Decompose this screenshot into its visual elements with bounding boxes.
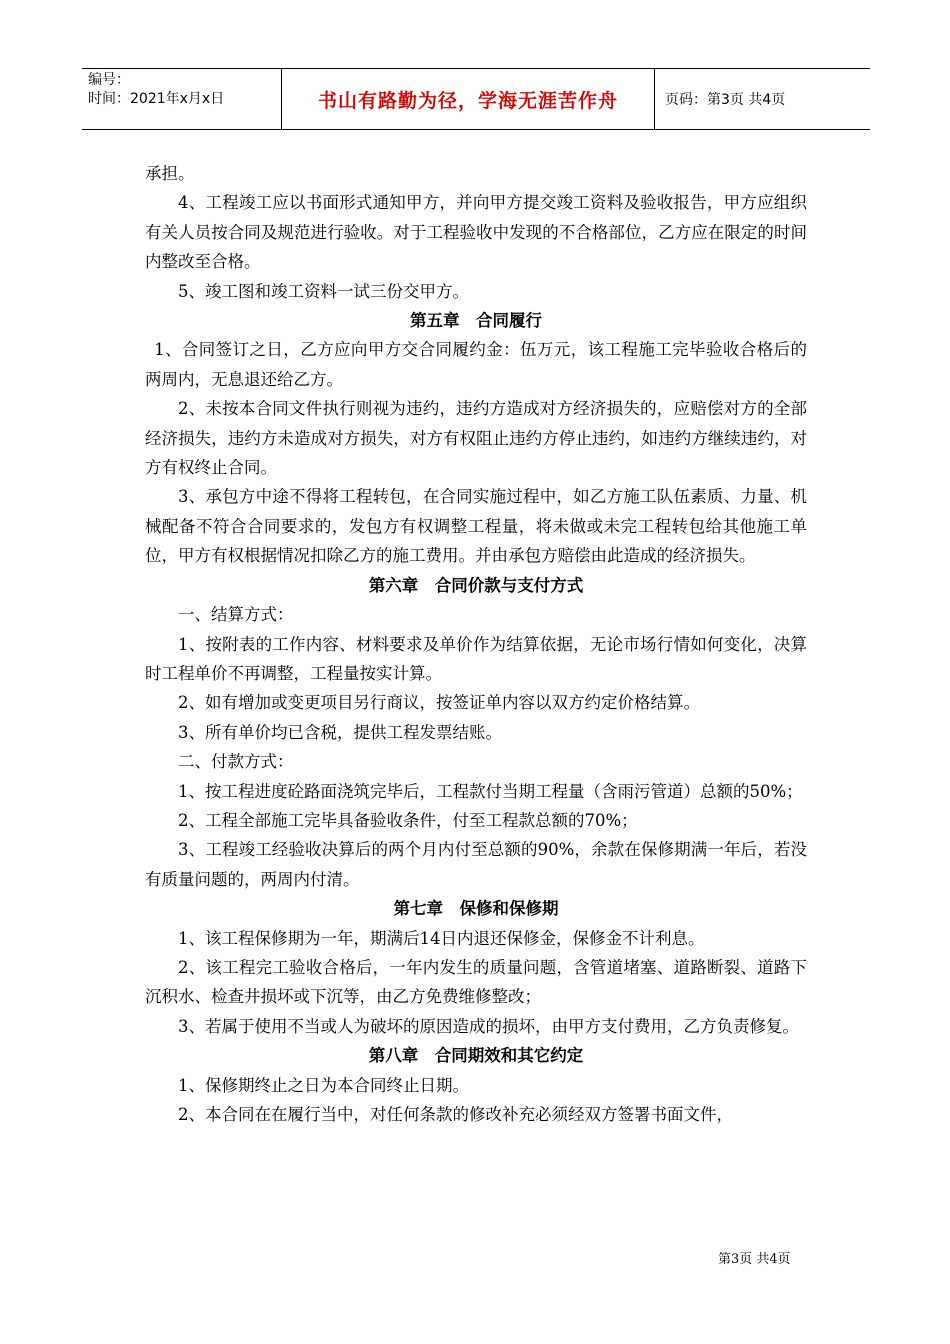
paragraph: 3、若属于使用不当或人为破坏的原因造成的损坏，由甲方支付费用，乙方负责修复。 <box>178 1016 799 1036</box>
header-page-info: 页码：第3页 共4页 <box>665 92 786 108</box>
paragraph: 3、承包方中途不得将工程转包，在合同实施过程中，如乙方施工队伍素质、力量、机械配备不符合合同要求的，发包方有权调整工程量，将未做或未完工程转包给其他施工单位，甲方有权根据情况扣除乙方的施工费用。并由承包方赔偿由此造成的经济损失。 <box>145 487 807 566</box>
paragraph: 一、结算方式： <box>178 605 294 625</box>
paragraph: 3、工程竣工经验收决算后的两个月内付至总额的90%，余款在保修期满一年后，若没有质量问题的，两周内付清。 <box>145 840 807 889</box>
paragraph: 二、付款方式： <box>178 752 294 772</box>
paragraph: 1、合同签订之日，乙方应向甲方交合同履约金：伍万元，该工程施工完毕验收合格后的两周内，无息退还给乙方。 <box>145 340 807 389</box>
document-body <box>145 159 807 1129</box>
chapter-heading: 第五章 合同履行 <box>410 311 542 331</box>
chapter-heading: 第六章 合同价款与支付方式 <box>368 575 584 595</box>
header-meta <box>82 69 282 129</box>
chapter-heading: 第七章 保修和保修期 <box>393 899 559 919</box>
paragraph: 2、该工程完工验收合格后，一年内发生的质量问题，含管道堵塞、道路断裂、道路下沉积水、检查井损坏或下沉等，由乙方免费维修整改； <box>145 957 807 1007</box>
paragraph: 2、未按本合同文件执行则视为违约，违约方造成对方经济损失的，应赔偿对方的全部经济损失，违约方未造成对方损失，对方有权阻止违约方停止违约，如违约方继续违约，对方有权终止合同。 <box>145 399 807 478</box>
paragraph: 1、按附表的工作内容、材料要求及单价作为结算依据，无论市场行情如何变化，决算时工程单价不再调整，工程量按实计算。 <box>145 634 807 683</box>
document-number-label: 编号： <box>88 72 130 88</box>
paragraph: 2、本合同在在履行当中，对任何条款的修改补充必须经双方签署书面文件， <box>178 1105 733 1124</box>
paragraph: 1、保修期终止之日为本合同终止日期。 <box>178 1075 469 1095</box>
chapter-heading: 第八章 合同期效和其它约定 <box>368 1046 584 1066</box>
document-time-label: 时间：2021年x月x日 <box>88 91 225 107</box>
paragraph: 4、工程竣工应以书面形式通知甲方，并向甲方提交竣工资料及验收报告，甲方应组织有关人员按合同及规范进行验收。对于工程验收中发现的不合格部位，乙方应在限定的时间内整改至合格。 <box>145 193 807 272</box>
header-motto: 书山有路勤为径，学海无涯苦作舟 <box>282 69 655 129</box>
page-header <box>82 68 870 130</box>
paragraph: 2、如有增加或变更项目另行商议，按签证单内容以双方约定价格结算。 <box>178 693 700 713</box>
paragraph: 1、按工程进度砼路面浇筑完毕后，工程款付当期工程量（含雨污管道）总额的50%； <box>178 781 803 801</box>
paragraph: 2、工程全部施工完毕具备验收条件，付至工程款总额的70%； <box>178 810 638 830</box>
paragraph: 3、所有单价均已含税，提供工程发票结账。 <box>178 722 502 742</box>
page-footer: 第3页 共4页 <box>718 1252 791 1267</box>
paragraph: 5、竣工图和竣工资料一试三份交甲方。 <box>178 281 469 301</box>
paragraph: 1、该工程保修期为一年，期满后14日内退还保修金，保修金不计利息。 <box>178 928 705 948</box>
paragraph: 承担。 <box>145 164 195 183</box>
